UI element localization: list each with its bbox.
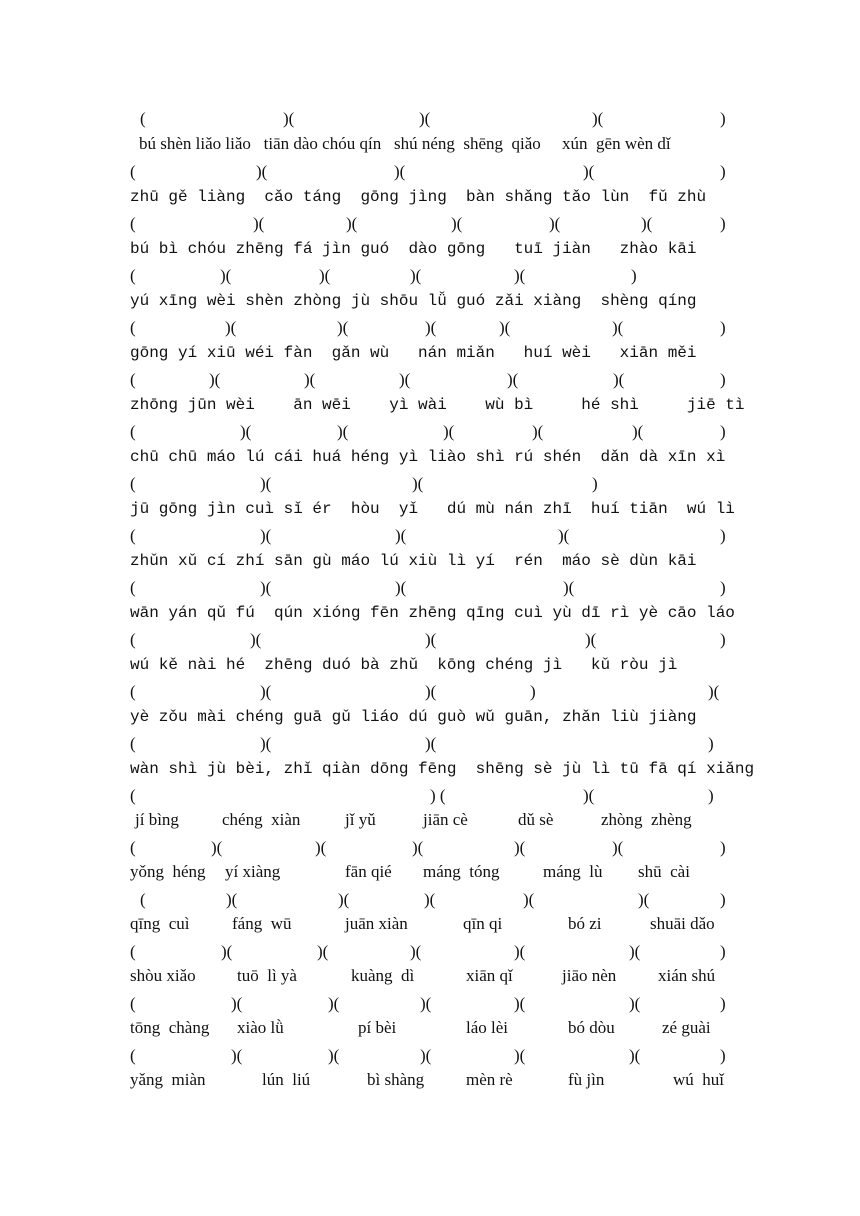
answer-bracket: )( [420,1046,432,1065]
answer-bracket: )( [425,318,437,337]
word-row [0,1016,860,1040]
answer-bracket: ( [130,578,136,597]
word-row [0,912,860,936]
answer-bracket: )( [220,266,232,285]
answer-bracket: )( [443,422,455,441]
pinyin-row: wú kě nài hé zhēng duó bà zhǔ kōng chéng jì kǔ ròu jì [130,656,678,674]
pinyin-word: shòu xiǎo [130,966,196,985]
answer-bracket: )( [514,942,526,961]
answer-bracket: ) [720,526,726,545]
answer-bracket: )( [419,109,431,128]
answer-bracket: )( [549,214,561,233]
pinyin-word: shuāi dǎo [650,914,715,933]
answer-bracket: )( [708,682,720,701]
answer-bracket: ) [720,109,726,128]
answer-bracket: )( [319,266,331,285]
bracket-row [0,784,860,808]
answer-bracket: )( [346,214,358,233]
answer-bracket: )( [585,630,597,649]
answer-bracket: )( [514,994,526,1013]
answer-bracket: )( [612,318,624,337]
answer-bracket: )( [328,994,340,1013]
answer-bracket: )( [641,214,653,233]
answer-bracket: ( [130,318,136,337]
pinyin-word: dǔ sè [518,810,554,829]
answer-bracket: ( [130,838,136,857]
answer-bracket: ) [720,994,726,1013]
bracket-row [0,888,860,912]
answer-bracket: )( [563,578,575,597]
answer-bracket: )( [532,422,544,441]
answer-bracket: )( [583,162,595,181]
pinyin-row: yú xīng wèi shèn zhòng jù shōu lǚ guó zǎi xiàng shèng qíng [130,292,697,310]
pinyin-word: qīn qi [463,914,503,933]
answer-bracket: ) [530,682,536,701]
bracket-row [0,732,860,756]
answer-bracket: ) [720,318,726,337]
answer-bracket: ( [130,942,136,961]
answer-bracket: )( [629,942,641,961]
bracket-row [0,524,860,548]
answer-bracket: ( [130,994,136,1013]
answer-bracket: ( [130,1046,136,1065]
pinyin-word: fù jìn [568,1070,605,1089]
answer-bracket: )( [337,318,349,337]
answer-bracket: ( [130,214,136,233]
answer-bracket: ( [130,682,136,701]
answer-bracket: )( [632,422,644,441]
answer-bracket: )( [240,422,252,441]
answer-bracket: )( [629,1046,641,1065]
answer-bracket: ( [130,162,136,181]
answer-bracket: )( [260,526,272,545]
pinyin-word: bó dòu [568,1018,615,1037]
word-row [0,964,860,988]
answer-bracket: ) [720,630,726,649]
pinyin-word: fáng wū [232,914,292,933]
pinyin-row: jū gōng jìn cuì sǐ ér hòu yǐ dú mù nán zhī huí tiān wú lì [130,500,735,518]
answer-bracket: )( [410,942,422,961]
answer-bracket: ) [720,942,726,961]
pinyin-row: wān yán qǔ fú qún xióng fēn zhēng qīng cuì yù dī rì yè cāo láo [130,604,735,622]
pinyin-row: zhū gě liàng cǎo táng gōng jìng bàn shǎng tǎo lùn fǔ zhù [130,188,707,206]
pinyin-word: yǎng miàn [130,1070,206,1089]
pinyin-word: tuō lì yà [237,966,297,985]
word-row [0,808,860,832]
answer-bracket: )( [395,526,407,545]
pinyin-word: fān qié [345,862,392,881]
answer-bracket: ( [130,630,136,649]
bracket-row [0,107,860,131]
answer-bracket: ) [720,578,726,597]
answer-bracket: )( [612,838,624,857]
answer-bracket: ( [130,474,136,493]
pinyin-word: yǒng héng [130,862,206,881]
answer-bracket: )( [260,734,272,753]
answer-bracket: )( [225,318,237,337]
bracket-row [0,316,860,340]
pinyin-row: bú bì chóu zhēng fá jìn guó dào gōng tuī jiàn zhào kāi [130,240,697,258]
pinyin-row: zhǔn xǔ cí zhí sān gù máo lú xiù lì yí rén máo sè dùn kāi [130,552,697,570]
answer-bracket: )( [317,942,329,961]
answer-bracket: ( [130,734,136,753]
answer-bracket: )( [209,370,221,389]
bracket-row [0,472,860,496]
pinyin-row: gōng yí xiū wéi fàn gǎn wù nán miǎn huí wèi xiān měi [130,344,697,362]
bracket-row [0,836,860,860]
bracket-row [0,160,860,184]
answer-bracket: )( [283,109,295,128]
pinyin-word: tōng chàng [130,1018,210,1037]
answer-bracket: )( [514,266,526,285]
answer-bracket: )( [558,526,570,545]
pinyin-word: bó zi [568,914,602,933]
answer-bracket: )( [315,838,327,857]
pinyin-word: máng lù [543,862,603,881]
answer-bracket: )( [260,578,272,597]
answer-bracket: )( [592,109,604,128]
pinyin-word: zé guài [662,1018,711,1037]
answer-bracket: )( [221,942,233,961]
answer-bracket: ( [130,786,136,805]
bracket-row [0,940,860,964]
answer-bracket: ) [592,474,598,493]
answer-bracket: )( [337,422,349,441]
answer-bracket: )( [523,890,535,909]
answer-bracket: )( [613,370,625,389]
answer-bracket: ) [720,422,726,441]
answer-bracket: ) [720,370,726,389]
bracket-row [0,628,860,652]
answer-bracket: ) [708,786,714,805]
pinyin-word: xián shú [658,966,716,985]
answer-bracket: )( [260,682,272,701]
pinyin-word: pí bèi [358,1018,397,1037]
answer-bracket: ) [631,266,637,285]
pinyin-row: yè zǒu mài chéng guā gǔ liáo dú guò wǔ guān, zhǎn liù jiàng [130,708,697,726]
pinyin-word: chéng xiàn [222,810,301,829]
answer-bracket: )( [256,162,268,181]
pinyin-word: jí bìng [135,810,179,829]
pinyin-word: juān xiàn [345,914,408,933]
answer-bracket: )( [425,630,437,649]
answer-bracket: ) ( [430,786,446,805]
answer-bracket: )( [410,266,422,285]
answer-bracket: )( [253,214,265,233]
pinyin-word: shū cài [638,862,690,881]
answer-bracket: )( [211,838,223,857]
answer-bracket: )( [304,370,316,389]
answer-bracket: )( [420,994,432,1013]
answer-bracket: ( [140,109,146,128]
bracket-row [0,264,860,288]
pinyin-word: yí xiàng [225,862,281,881]
answer-bracket: )( [412,838,424,857]
answer-bracket: ) [708,734,714,753]
answer-bracket: )( [231,994,243,1013]
answer-bracket: )( [328,1046,340,1065]
answer-bracket: ) [720,1046,726,1065]
answer-bracket: )( [250,630,262,649]
answer-bracket: )( [629,994,641,1013]
pinyin-word: lún liú [262,1070,311,1089]
answer-bracket: )( [412,474,424,493]
answer-bracket: )( [231,1046,243,1065]
bracket-row [0,368,860,392]
bracket-row [0,680,860,704]
answer-bracket: )( [425,734,437,753]
pinyin-word: bì shàng [367,1070,425,1089]
answer-bracket: )( [514,1046,526,1065]
pinyin-word: wú huǐ [673,1070,724,1089]
answer-bracket: ) [720,890,726,909]
pinyin-word: máng tóng [423,862,500,881]
pinyin-row: wàn shì jù bèi, zhǐ qiàn dōng fēng shēng sè jù lì tū fā qí xiǎng [130,760,755,778]
pinyin-word: mèn rè [466,1070,513,1089]
pinyin-word: zhòng zhèng [601,810,692,829]
word-row [0,1068,860,1092]
pinyin-word: jiān cè [423,810,468,829]
answer-bracket: )( [424,890,436,909]
pinyin-word: jiāo nèn [562,966,617,985]
answer-bracket: )( [394,162,406,181]
bracket-row [0,420,860,444]
pinyin-row: chū chū máo lú cái huá héng yì liào shì rú shén dǎn dà xīn xì [130,448,726,466]
answer-bracket: )( [514,838,526,857]
answer-bracket: ( [130,266,136,285]
pinyin-row: zhōng jūn wèi ān wēi yì wài wù bì hé shì jiē tì [130,396,745,414]
answer-bracket: )( [583,786,595,805]
answer-bracket: )( [260,474,272,493]
answer-bracket: )( [425,682,437,701]
answer-bracket: )( [399,370,411,389]
answer-bracket: ) [720,162,726,181]
pinyin-word: kuàng dì [351,966,415,985]
answer-bracket: )( [451,214,463,233]
bracket-row [0,1044,860,1068]
answer-bracket: ( [140,890,146,909]
answer-bracket: ( [130,422,136,441]
answer-bracket: )( [499,318,511,337]
answer-bracket: )( [226,890,238,909]
pinyin-word: qīng cuì [130,914,190,933]
pinyin-row: bú shèn liǎo liǎo tiān dào chóu qín shú néng shēng qiǎo xún gēn wèn dǐ [139,134,671,153]
pinyin-word: xiān qǐ [466,966,513,985]
answer-bracket: )( [395,578,407,597]
bracket-row [0,992,860,1016]
answer-bracket: ( [130,370,136,389]
bracket-row [0,576,860,600]
pinyin-word: jǐ yǔ [345,810,376,829]
answer-bracket: )( [638,890,650,909]
bracket-row [0,212,860,236]
word-row [0,860,860,884]
pinyin-word: xiào lǜ [237,1018,284,1037]
answer-bracket: )( [507,370,519,389]
answer-bracket: )( [338,890,350,909]
pinyin-word: láo lèi [466,1018,509,1037]
answer-bracket: ) [720,838,726,857]
answer-bracket: ( [130,526,136,545]
answer-bracket: ) [720,214,726,233]
